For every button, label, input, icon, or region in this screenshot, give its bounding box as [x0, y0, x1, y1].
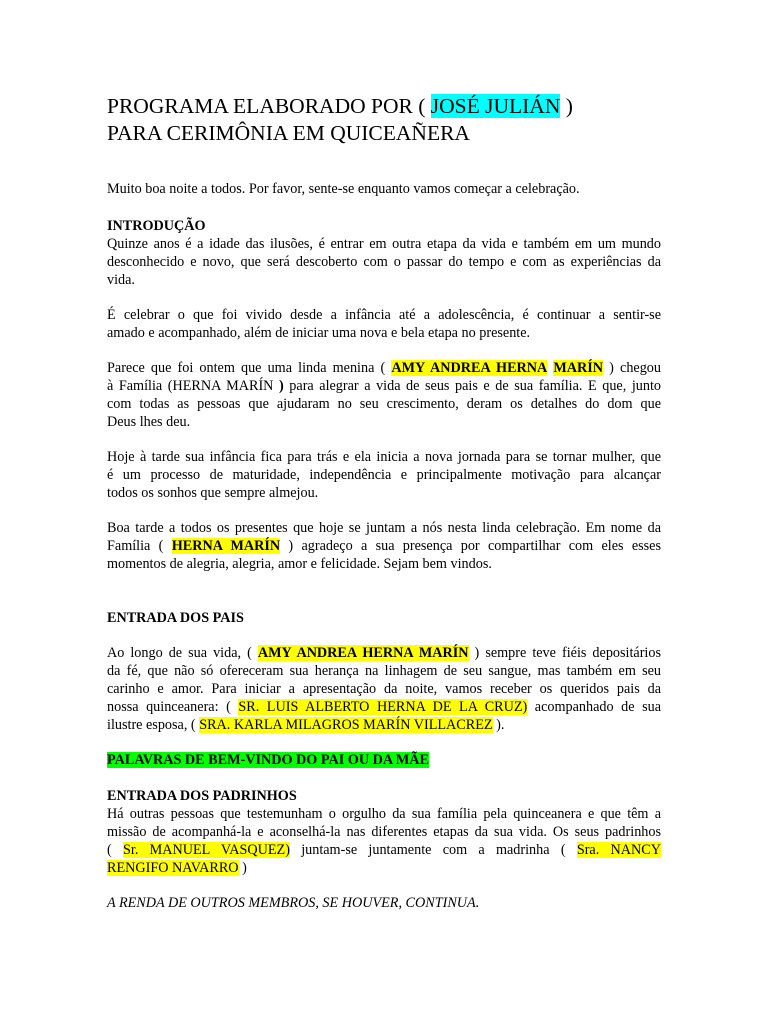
greeting: Muito boa noite a todos. Por favor, sente-se enquanto vamos começar a celebração.: [107, 181, 580, 197]
intro-heading: INTRODUÇÃO: [107, 218, 206, 234]
godfather-name: Sr. MANUEL VASQUEZ): [123, 842, 290, 858]
quinceanera-full-name: AMY ANDREA HERNA MARÍN: [257, 645, 469, 661]
family-name: HERNA MARÍN: [171, 538, 281, 554]
father-name: SR. LUIS ALBERTO HERNA DE LA CRUZ): [238, 699, 528, 715]
intro-paragraph-3: Parece que foi ontem que uma linda menina ( AMY ANDREA HERNA MARÍN ) chegou à Família (HERNA MARÍN ) para alegrar a vida de seus pais e de sua família. E que, junto com todas as pessoas que ajudaram no seu crescimento, deram os detalhes do dom que Deus lhes deu.: [107, 360, 661, 430]
parents-heading: ENTRADA DOS PAIS: [107, 610, 244, 626]
welcome-words-heading: PALAVRAS DE BEM-VINDO DO PAI OU DA MÃE: [107, 752, 429, 768]
intro-paragraph-5: Boa tarde a todos os presentes que hoje se juntam a nós nesta linda celebração. Em nome da Família ( HERNA MARÍN ) agradeço a sua presença por compartilhar com eles esses momentos de alegria, alegria, amor e felicidade. Sejam bem vindos.: [107, 520, 661, 572]
intro-paragraph-4: Hoje à tarde sua infância fica para trás e ela inicia a nova jornada para se tornar mulher, que é um processo de maturidade, independência e principalmente motivação para alcançar todos os sonhos que sempre almejou.: [107, 449, 661, 501]
intro-paragraph-1: Quinze anos é a idade das ilusões, é entrar em outra etapa da vida e também em um mundo desconhecido e novo, que será descoberto com o passar do tempo e com as experiências da vida.: [107, 236, 661, 288]
intro-paragraph-2: É celebrar o que foi vivido desde a infância até a adolescência, é continuar a sentir-se amado e acompanhado, além de iniciar uma nova e bela etapa no presente.: [107, 307, 661, 341]
godmother-first-name: Sra. NANCY: [576, 842, 661, 858]
quinceanera-name: AMY ANDREA HERNA: [391, 360, 548, 376]
title-line-2: PARA CERIMÔNIA EM QUICEAÑERA: [107, 121, 470, 145]
title-line-1: PROGRAMA ELABORADO POR ( JOSÉ JULIÁN ): [107, 94, 573, 118]
closing-note: A RENDA DE OUTROS MEMBROS, SE HOUVER, CONTINUA.: [107, 895, 480, 911]
quinceanera-surname: MARÍN: [553, 360, 604, 376]
godparents-paragraph: Há outras pessoas que testemunham o orgulho da sua família pela quinceanera e que têm a missão de acompanhá-la e aconselhá-la nas diferentes etapas da sua vida. Os seus padrinhos ( Sr. MANUEL VASQUEZ) juntam-se juntamente com a madrinha ( Sra. NANCY RENGIFO NAVARRO ): [107, 806, 661, 876]
page-title: [107, 93, 667, 147]
godmother-surname: RENGIFO NAVARRO: [107, 860, 239, 876]
godparents-heading: ENTRADA DOS PADRINHOS: [107, 788, 297, 804]
parents-paragraph: Ao longo de sua vida, ( AMY ANDREA HERNA MARÍN ) sempre teve fiéis depositários da fé, que não só ofereceram sua herança na linhagem de seu sangue, mas também em seu carinho e amor. Para iniciar a apresentação da noite, vamos receber os queridos pais da nossa quinceanera: ( SR. LUIS ALBERTO HERNA DE LA CRUZ) acompanhado de sua ilustre esposa, ( SRA. KARLA MILAGROS MARÍN VILLACREZ ).: [107, 645, 661, 733]
mother-name: SRA. KARLA MILAGROS MARÍN VILLACREZ: [199, 717, 493, 733]
author-name: JOSÉ JULIÁN: [430, 94, 561, 118]
